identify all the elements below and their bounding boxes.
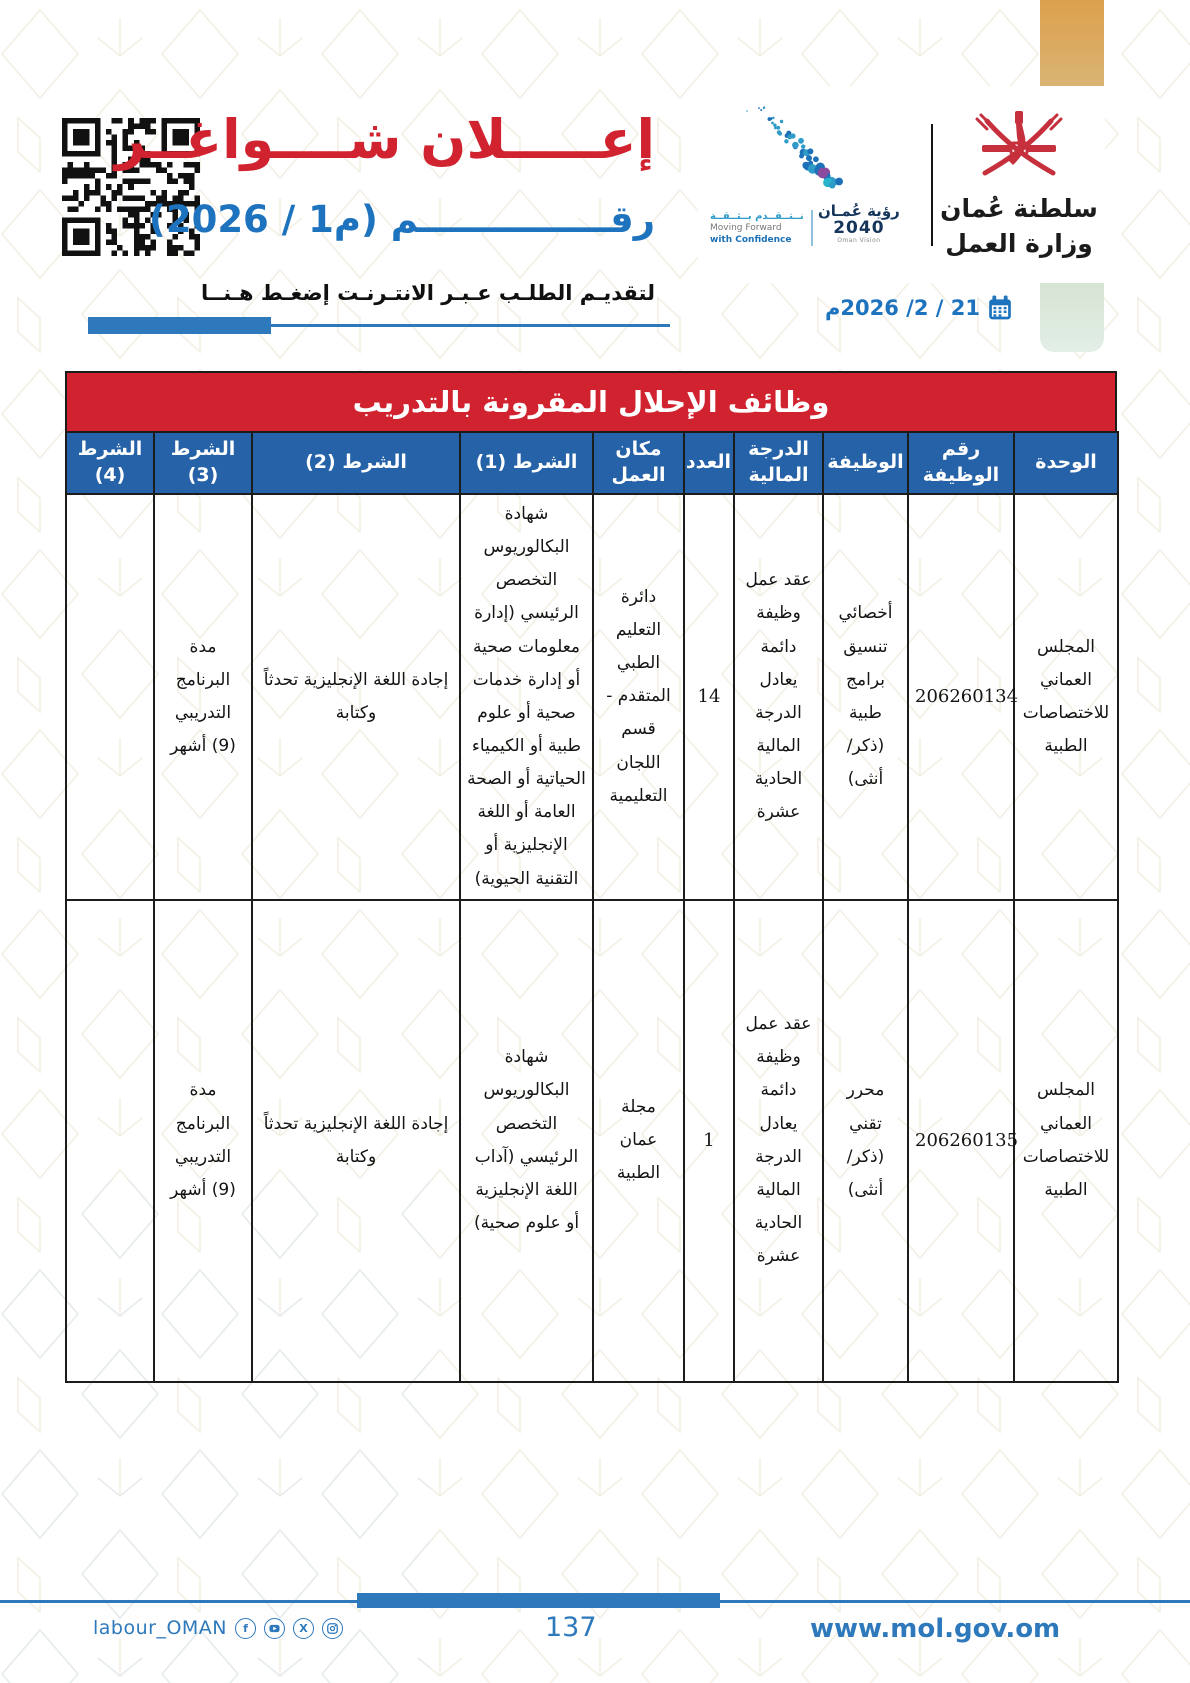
column-header-cond1: الشرط (1): [460, 432, 593, 494]
cell-cond4: [66, 494, 154, 900]
column-header-location: مكان العمل: [593, 432, 684, 494]
column-header-unit: الوحدة: [1014, 432, 1118, 494]
table-title-banner: وظائف الإحلال المقرونة بالتدريب: [65, 371, 1117, 431]
date-label: 21 / 2/ 2026م: [825, 296, 980, 320]
cell-count: 14: [684, 494, 734, 900]
column-header-cond2: الشرط (2): [252, 432, 460, 494]
cell-job-title: محرر تقني (ذكر/أنثى): [823, 900, 908, 1382]
vision-year: 2040: [833, 217, 885, 238]
cell-job-title: أخصائي تنسيق برامج طبية (ذكر/أنثى): [823, 494, 908, 900]
vision-tagline: [710, 210, 813, 246]
vision-tagline-en2: with Confidence: [710, 234, 792, 245]
apply-online-link[interactable]: لتقديـم الطلـب عـبـر الانتـرنـت إضغـط هـنــا: [200, 281, 655, 305]
social-bar: [93, 1617, 343, 1639]
cell-cond4: [66, 900, 154, 1382]
cell-job-number: 206260134: [908, 494, 1014, 900]
x-icon[interactable]: X: [293, 1618, 314, 1639]
calendar-icon: [987, 295, 1013, 321]
footer-rule-accent: [357, 1593, 720, 1608]
column-header-grade: الدرجة المالية: [734, 432, 823, 494]
ministry-country: سلطنة عُمان: [940, 193, 1098, 223]
announcement-number: رقـــــــــــــــم (م1 / 2026): [148, 198, 655, 241]
cell-count: 1: [684, 900, 734, 1382]
vision-wordmark-arabic: رؤية عُمـان: [818, 202, 900, 220]
table-row: [66, 494, 1118, 900]
date-row: [825, 295, 1013, 321]
cell-location: دائرة التعليم الطبي المتقدم - قسم اللجان التعليمية: [593, 494, 684, 900]
cell-cond2: إجادة اللغة الإنجليزية تحدثاً وكتابة: [252, 494, 460, 900]
cell-location: مجلة عمان الطبية: [593, 900, 684, 1382]
column-header-count: العدد: [684, 432, 734, 494]
social-handle: labour_OMAN: [93, 1617, 228, 1639]
vision-tagline-en1: Moving Forward: [710, 223, 782, 233]
cell-unit: المجلس العماني للاختصاصات الطبية: [1014, 900, 1118, 1382]
vision-wordmark: [818, 204, 900, 244]
cell-cond3: مدة البرنامج التدريبي (9) أشهر: [154, 494, 252, 900]
cell-cond1: شهادة البكالوريوس التخصص الرئيسي (إدارة معلومات صحية أو إدارة خدمات صحية أو علوم طبية أو الكيمياء الحياتية أو الصحة العامة أو اللغة الإنجليزية أو التقنية الحيوية): [460, 494, 593, 900]
youtube-icon[interactable]: [264, 1618, 285, 1639]
cell-grade: عقد عمل وظيفة دائمة يعادل الدرجة المالية الحادية عشرة: [734, 494, 823, 900]
column-header-job-title: الوظيفة: [823, 432, 908, 494]
oman-emblem-icon: [967, 109, 1071, 187]
cell-grade: عقد عمل وظيفة دائمة يعادل الدرجة المالية الحادية عشرة: [734, 900, 823, 1382]
logo-box: [698, 86, 1105, 283]
ministry-name: وزارة العمل: [945, 228, 1093, 258]
vision-2040-logo: [698, 86, 931, 283]
vacancy-table-section: [65, 371, 1117, 1383]
vacancy-table: [65, 431, 1119, 1383]
column-header-cond4: الشرط (4): [66, 432, 154, 494]
column-header-job-number: رقم الوظيفة: [908, 432, 1014, 494]
page-title: إعـــــلان شــــواغــر: [114, 108, 655, 171]
instagram-icon[interactable]: [322, 1618, 343, 1639]
cell-cond3: مدة البرنامج التدريبي (9) أشهر: [154, 900, 252, 1382]
column-header-cond3: الشرط (3): [154, 432, 252, 494]
table-row: [66, 900, 1118, 1382]
ministry-logo: [933, 109, 1105, 261]
cell-unit: المجلس العماني للاختصاصات الطبية: [1014, 494, 1118, 900]
website-link[interactable]: www.mol.gov.om: [810, 1614, 1061, 1644]
vision-tagline-arabic: نــتــقــدم بــثــقــة: [710, 211, 804, 222]
cell-cond1: شهادة البكالوريوس التخصص الرئيسي (آداب اللغة الإنجليزية أو علوم صحية): [460, 900, 593, 1382]
facebook-icon[interactable]: f: [235, 1618, 256, 1639]
cell-job-number: 206260135: [908, 900, 1014, 1382]
cell-cond2: إجادة اللغة الإنجليزية تحدثاً وكتابة: [252, 900, 460, 1382]
page-number: 137: [545, 1612, 597, 1643]
header-rule-accent: [88, 317, 271, 334]
header-row: [66, 432, 1118, 494]
vision-caption: Oman Vision: [837, 236, 881, 244]
